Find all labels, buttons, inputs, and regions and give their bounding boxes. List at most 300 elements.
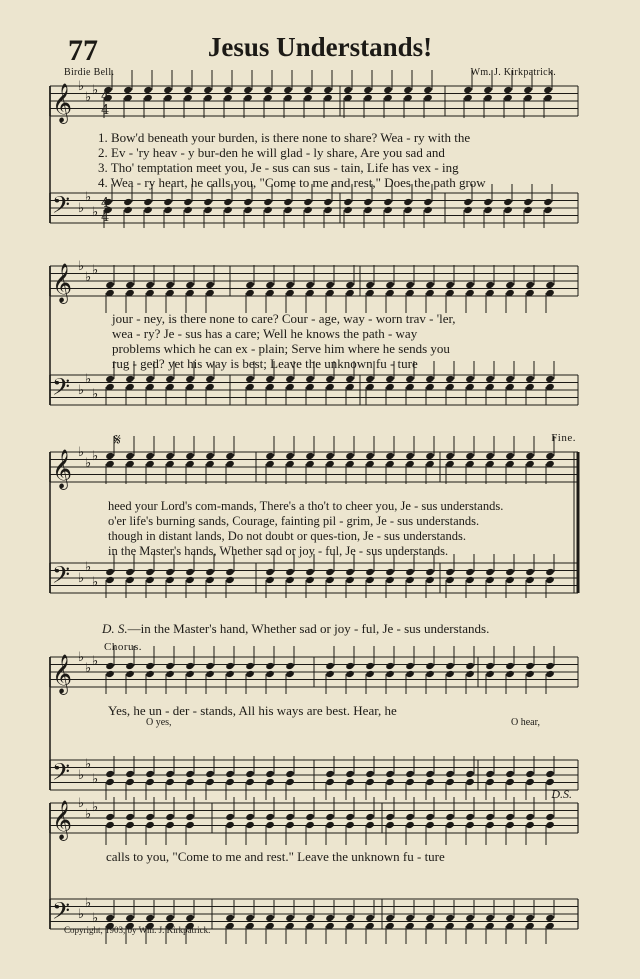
clef-glyph: 𝄢 — [52, 897, 71, 930]
note-head — [503, 206, 513, 214]
note-head — [325, 670, 335, 678]
clef-glyph: ♭ — [92, 911, 99, 926]
note-head — [205, 778, 215, 786]
note-head — [285, 375, 295, 383]
note-head — [303, 198, 313, 206]
note-head — [425, 568, 435, 576]
verse-2-line-1: 2. Ev - 'ry heav - y bur-den he will glad - ly share, Are you sad and — [98, 145, 445, 160]
note-head — [543, 198, 553, 206]
note-head — [145, 662, 155, 670]
note-head — [245, 778, 255, 786]
verse-1-line-3: heed your Lord's com-mands, There's a tho't to cheer you, Je - sus understands. — [108, 499, 504, 513]
verse-1-line-1: 1. Bow'd beneath your burden, is there none to share? Wea - ry with the — [98, 130, 471, 145]
ds-label: D. S. — [102, 621, 128, 636]
note-head — [425, 778, 435, 786]
note-head — [125, 576, 135, 584]
note-head — [225, 670, 235, 678]
note-head — [143, 86, 153, 94]
note-head — [385, 375, 395, 383]
note-head — [145, 770, 155, 778]
note-head — [325, 770, 335, 778]
note-head — [123, 86, 133, 94]
note-head — [485, 375, 495, 383]
note-head — [405, 662, 415, 670]
note-head — [485, 914, 495, 922]
verse-3-line-2: problems which he can ex - plain; Serve him where he sends you — [112, 341, 450, 356]
note-head — [125, 770, 135, 778]
note-head — [325, 914, 335, 922]
note-head — [325, 813, 335, 821]
note-head — [323, 206, 333, 214]
clef-glyph: 4 — [101, 103, 110, 118]
clef-glyph: 𝄞 — [52, 263, 73, 303]
note-head — [283, 86, 293, 94]
note-head — [165, 568, 175, 576]
clef-glyph: 𝄞 — [52, 449, 73, 489]
note-head — [505, 813, 515, 821]
note-head — [325, 778, 335, 786]
note-head — [205, 281, 215, 289]
note-head — [365, 821, 375, 829]
note-head — [263, 206, 273, 214]
note-head — [465, 568, 475, 576]
note-head — [483, 86, 493, 94]
verse-4-line-2: rug - ged? yet his way is best; Leave the unknown fu - ture — [112, 356, 418, 371]
note-head — [205, 662, 215, 670]
note-head — [325, 452, 335, 460]
note-head — [383, 206, 393, 214]
note-head — [205, 670, 215, 678]
note-head — [465, 670, 475, 678]
clefs — [52, 79, 109, 930]
clef-glyph: 4 — [101, 89, 110, 104]
note-head — [205, 568, 215, 576]
note-head — [165, 770, 175, 778]
note-head — [545, 821, 555, 829]
note-head — [123, 198, 133, 206]
note-head — [385, 281, 395, 289]
note-head — [105, 375, 115, 383]
note-head — [225, 576, 235, 584]
note-head — [483, 206, 493, 214]
note-head — [545, 452, 555, 460]
note-head — [445, 452, 455, 460]
note-head — [525, 662, 535, 670]
note-head — [505, 670, 515, 678]
clef-glyph: 4 — [101, 196, 110, 211]
note-head — [345, 576, 355, 584]
note-head — [505, 821, 515, 829]
chorus-alto-ohear: O hear, — [511, 717, 541, 728]
note-head — [165, 670, 175, 678]
note-head — [343, 198, 353, 206]
note-head — [365, 375, 375, 383]
note-head — [165, 576, 175, 584]
note-head — [145, 576, 155, 584]
note-head — [165, 821, 175, 829]
note-head — [145, 568, 155, 576]
note-head — [345, 778, 355, 786]
note-head — [125, 670, 135, 678]
note-head — [145, 452, 155, 460]
note-head — [285, 670, 295, 678]
note-head — [385, 778, 395, 786]
clef-glyph: ♭ — [78, 571, 85, 586]
note-head — [503, 198, 513, 206]
fine-marking: Fine. — [551, 432, 576, 444]
note-head — [105, 821, 115, 829]
note-head — [425, 576, 435, 584]
note-head — [525, 821, 535, 829]
note-head — [403, 86, 413, 94]
note-head — [505, 281, 515, 289]
note-head — [345, 670, 355, 678]
note-head — [483, 198, 493, 206]
clef-glyph: ♭ — [85, 896, 92, 911]
note-head — [383, 86, 393, 94]
chorus-line-2: calls to you, "Come to me and rest." Leave the unknown fu - ture — [106, 849, 445, 864]
note-head — [405, 914, 415, 922]
note-head — [385, 770, 395, 778]
note-head — [125, 662, 135, 670]
clef-glyph: ♭ — [85, 90, 92, 105]
hymn-title: Jesus Understands! — [207, 32, 433, 62]
note-head — [245, 281, 255, 289]
note-head — [323, 198, 333, 206]
note-head — [225, 813, 235, 821]
note-head — [205, 452, 215, 460]
note-head — [145, 670, 155, 678]
clef-glyph: ♭ — [85, 270, 92, 285]
note-head — [145, 375, 155, 383]
clef-glyph: ♭ — [92, 387, 99, 402]
note-head — [243, 206, 253, 214]
clef-glyph: ♭ — [78, 259, 85, 274]
note-head — [323, 86, 333, 94]
note-head — [203, 86, 213, 94]
note-head — [345, 821, 355, 829]
note-head — [463, 198, 473, 206]
clef-glyph: 𝄞 — [52, 83, 73, 123]
note-head — [183, 206, 193, 214]
note-head — [225, 770, 235, 778]
note-head — [405, 813, 415, 821]
note-head — [265, 568, 275, 576]
note-head — [325, 375, 335, 383]
verse-1-line-2: jour - ney, is there none to care? Cour - age, way - worn trav - 'ler, — [112, 311, 456, 326]
note-head — [543, 86, 553, 94]
note-head — [243, 86, 253, 94]
note-head — [143, 198, 153, 206]
note-head — [285, 568, 295, 576]
note-head — [505, 452, 515, 460]
note-head — [365, 914, 375, 922]
note-head — [325, 576, 335, 584]
note-head — [185, 821, 195, 829]
note-head — [425, 281, 435, 289]
clef-glyph: ♭ — [85, 661, 92, 676]
note-head — [165, 662, 175, 670]
note-head — [545, 778, 555, 786]
verse-4-line-1: 4. Wea - ry heart, he calls you, "Come to me and rest," Does the path grow — [98, 175, 486, 190]
note-head — [523, 198, 533, 206]
note-head — [505, 770, 515, 778]
note-head — [545, 568, 555, 576]
note-head — [303, 206, 313, 214]
note-head — [365, 770, 375, 778]
note-head — [283, 198, 293, 206]
note-head — [185, 813, 195, 821]
note-head — [125, 375, 135, 383]
note-head — [343, 86, 353, 94]
note-head — [385, 568, 395, 576]
clef-glyph: ♭ — [78, 79, 85, 94]
note-head — [305, 821, 315, 829]
note-head — [205, 576, 215, 584]
note-head — [365, 576, 375, 584]
note-head — [445, 914, 455, 922]
note-head — [465, 821, 475, 829]
note-head — [105, 914, 115, 922]
note-head — [285, 914, 295, 922]
note-head — [385, 821, 395, 829]
note-head — [165, 281, 175, 289]
ds-text: —in the Master's hand, Whether sad or joy - ful, Je - sus understands. — [127, 621, 490, 636]
clef-glyph: ♭ — [85, 456, 92, 471]
note-head — [125, 813, 135, 821]
note-head — [223, 206, 233, 214]
note-head — [185, 670, 195, 678]
note-head — [105, 770, 115, 778]
note-head — [523, 86, 533, 94]
note-head — [205, 770, 215, 778]
clef-glyph: ♭ — [92, 205, 99, 220]
note-head — [305, 813, 315, 821]
note-head — [265, 821, 275, 829]
note-head — [185, 778, 195, 786]
clef-glyph: ♭ — [92, 575, 99, 590]
note-head — [465, 576, 475, 584]
note-head — [345, 281, 355, 289]
note-head — [243, 198, 253, 206]
note-head — [163, 198, 173, 206]
note-head — [485, 576, 495, 584]
note-head — [365, 281, 375, 289]
note-head — [445, 778, 455, 786]
note-head — [405, 778, 415, 786]
note-head — [405, 670, 415, 678]
note-head — [425, 662, 435, 670]
clef-glyph: ♭ — [78, 907, 85, 922]
note-head — [145, 778, 155, 786]
note-head — [203, 198, 213, 206]
note-head — [465, 813, 475, 821]
note-head — [405, 770, 415, 778]
note-head — [305, 375, 315, 383]
note-head — [183, 86, 193, 94]
note-head — [445, 662, 455, 670]
note-head — [425, 375, 435, 383]
note-head — [503, 86, 513, 94]
segno-sign: 𝄋 — [114, 430, 121, 449]
note-head — [325, 281, 335, 289]
note-head — [545, 662, 555, 670]
note-head — [445, 670, 455, 678]
verse-3-line-3: though in distant lands, Do not doubt or ques-tion, Je - sus understands. — [108, 529, 466, 543]
note-head — [363, 198, 373, 206]
note-head — [405, 821, 415, 829]
note-head — [523, 206, 533, 214]
note-head — [165, 914, 175, 922]
note-head — [105, 670, 115, 678]
note-head — [265, 375, 275, 383]
note-head — [265, 914, 275, 922]
clef-glyph: 𝄢 — [52, 191, 71, 224]
note-head — [165, 452, 175, 460]
note-head — [345, 813, 355, 821]
note-head — [423, 206, 433, 214]
note-head — [143, 206, 153, 214]
note-head — [285, 821, 295, 829]
note-head — [283, 206, 293, 214]
note-head — [465, 778, 475, 786]
note-head — [425, 670, 435, 678]
note-head — [185, 452, 195, 460]
note-head — [485, 662, 495, 670]
note-head — [285, 813, 295, 821]
note-head — [465, 914, 475, 922]
note-head — [225, 568, 235, 576]
note-head — [425, 452, 435, 460]
verse-2-line-3: o'er life's burning sands, Courage, fainting pil - grim, Je - sus understands. — [108, 514, 480, 528]
note-head — [365, 568, 375, 576]
note-head — [425, 914, 435, 922]
ds-text-line — [102, 621, 489, 637]
note-head — [545, 281, 555, 289]
clef-glyph: ♭ — [92, 654, 99, 669]
note-head — [265, 281, 275, 289]
note-head — [445, 813, 455, 821]
note-head — [365, 662, 375, 670]
note-head — [423, 86, 433, 94]
note-head — [285, 778, 295, 786]
note-head — [385, 662, 395, 670]
note-head — [365, 452, 375, 460]
note-head — [345, 568, 355, 576]
note-head — [403, 206, 413, 214]
note-head — [163, 206, 173, 214]
note-head — [305, 914, 315, 922]
note-head — [305, 452, 315, 460]
note-head — [385, 914, 395, 922]
note-head — [545, 770, 555, 778]
note-head — [425, 770, 435, 778]
note-head — [505, 778, 515, 786]
note-head — [345, 662, 355, 670]
note-head — [405, 568, 415, 576]
note-head — [145, 281, 155, 289]
clef-glyph: ♭ — [85, 560, 92, 575]
note-head — [505, 914, 515, 922]
note-head — [105, 452, 115, 460]
note-head — [345, 770, 355, 778]
note-head — [285, 576, 295, 584]
note-head — [465, 281, 475, 289]
note-head — [265, 813, 275, 821]
note-head — [325, 821, 335, 829]
note-head — [525, 568, 535, 576]
clef-glyph: ♭ — [78, 796, 85, 811]
note-head — [485, 452, 495, 460]
verse-3-line-1: 3. Tho' temptation meet you, Je - sus can sus - tain, Life has vex - ing — [98, 160, 459, 175]
note-head — [105, 662, 115, 670]
note-head — [543, 206, 553, 214]
note-head — [525, 670, 535, 678]
note-head — [225, 662, 235, 670]
clef-glyph: ♭ — [78, 383, 85, 398]
note-head — [485, 821, 495, 829]
note-head — [345, 452, 355, 460]
note-head — [525, 375, 535, 383]
note-head — [125, 821, 135, 829]
note-head — [445, 568, 455, 576]
note-head — [225, 821, 235, 829]
note-head — [385, 576, 395, 584]
clef-glyph: ♭ — [78, 650, 85, 665]
note-head — [165, 778, 175, 786]
note-head — [363, 206, 373, 214]
note-head — [145, 914, 155, 922]
note-head — [485, 670, 495, 678]
clef-glyph: ♭ — [92, 263, 99, 278]
note-head — [405, 576, 415, 584]
note-head — [423, 198, 433, 206]
note-head — [525, 813, 535, 821]
note-head — [305, 281, 315, 289]
note-head — [123, 206, 133, 214]
note-head — [145, 813, 155, 821]
note-head — [185, 281, 195, 289]
note-head — [185, 770, 195, 778]
note-head — [245, 662, 255, 670]
note-head — [405, 375, 415, 383]
note-head — [225, 778, 235, 786]
note-head — [525, 281, 535, 289]
clef-glyph: ♭ — [92, 83, 99, 98]
note-head — [485, 778, 495, 786]
note-head — [105, 281, 115, 289]
note-head — [445, 821, 455, 829]
note-head — [185, 914, 195, 922]
note-head — [505, 568, 515, 576]
note-head — [223, 86, 233, 94]
note-head — [245, 770, 255, 778]
clef-glyph: ♭ — [85, 190, 92, 205]
note-head — [445, 375, 455, 383]
note-head — [165, 375, 175, 383]
note-head — [125, 568, 135, 576]
note-head — [405, 281, 415, 289]
note-head — [465, 770, 475, 778]
note-head — [463, 206, 473, 214]
note-head — [265, 770, 275, 778]
note-head — [305, 576, 315, 584]
clef-glyph: ♭ — [85, 807, 92, 822]
note-head — [465, 375, 475, 383]
note-head — [385, 813, 395, 821]
note-head — [545, 813, 555, 821]
note-head — [303, 86, 313, 94]
